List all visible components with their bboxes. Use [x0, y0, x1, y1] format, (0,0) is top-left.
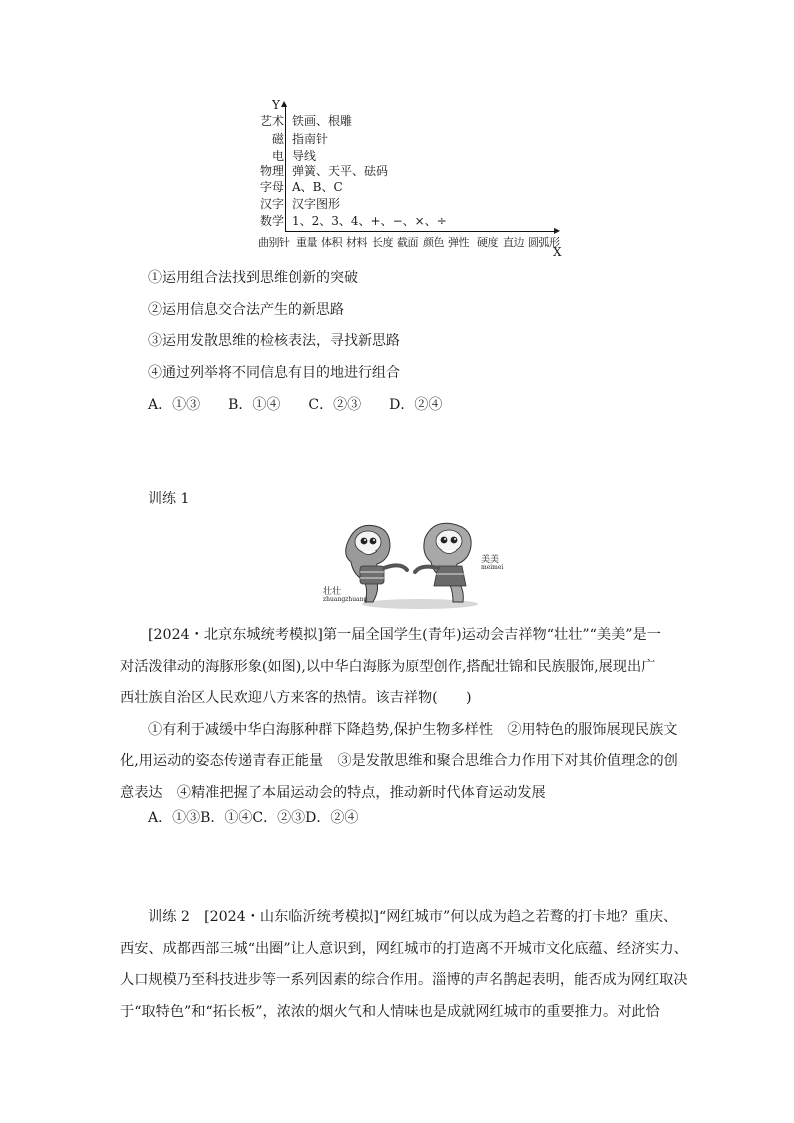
row-label: 艺术: [259, 114, 284, 128]
mascot-right-pinyin: meimei: [481, 564, 504, 571]
x-item: 体积: [321, 236, 342, 249]
question-line: 于“取特色”和“拓长板”，浓浓的烟火气和人情味也是成就网红城市的重要推力。对此恰: [120, 1003, 660, 1020]
training-1-heading: 训练 1: [148, 491, 190, 507]
question-line: 对活泼律动的海豚形象(如图),以中华白海豚为原型创作,搭配壮锦和民族服饰,展现出广: [120, 658, 656, 675]
option-3: ③运用发散思维的检核表法，寻找新思路: [148, 333, 400, 349]
option-1: ①运用组合法找到思维创新的突破: [148, 270, 358, 286]
row-items: 弹簧、天平、砝码: [292, 164, 389, 178]
x-axis-label: X: [553, 245, 562, 259]
option-4: ④通过列举将不同信息有目的地进行组合: [148, 365, 400, 381]
question-line: 人口规模乃至科技进步等一系列因素的综合作用。淄博的声名鹊起表明，能否成为网红取决: [120, 972, 688, 988]
row-label: 数学: [259, 214, 284, 228]
x-item: 直边: [503, 236, 524, 249]
x-item: 弹性: [448, 236, 469, 249]
mascot-left-pinyin: zhuangzhuang: [323, 596, 368, 603]
row-items: 导线: [292, 149, 317, 163]
x-item: 截面: [397, 236, 418, 249]
y-axis-label: Y: [272, 98, 280, 112]
answer-choices: A．①③ B．①④ C．②③ D．②④: [148, 397, 443, 413]
question-line: ①有利于减缓中华白海豚种群下降趋势,保护生物多样性 ②用特色的服饰展现民族文: [148, 721, 678, 738]
row-label: 电: [271, 149, 284, 163]
question-line: 化,用运动的姿态传递青春正能量 ③是发散思维和聚合思维合力作用下对其价值理念的创: [120, 753, 678, 769]
row-items: 指南针: [292, 132, 329, 146]
x-item: 重量: [296, 236, 317, 249]
x-item: 曲别针: [258, 236, 290, 249]
x-item: 材料: [346, 236, 367, 249]
question-line: 西安、成都西部三城“出圈”让人意识到，网红城市的打造离不开城市文化底蕴、经济实力、: [120, 940, 688, 957]
mascot-illustration: [323, 516, 505, 611]
row-label: 物理: [259, 164, 284, 178]
training-1-question: [120, 620, 680, 809]
row-items: A、B、C: [292, 180, 343, 194]
question-line: [2024・北京东城统考模拟]第一届全国学生(青年)运动会吉祥物“壮壮”“美美”是一: [148, 627, 661, 643]
mascot-left-name: 壮壮: [323, 587, 342, 597]
option-2: ②运用信息交合法产生的新思路: [148, 302, 344, 318]
mascot-right-name: 美美: [481, 555, 500, 565]
row-items: 汉字图形: [292, 197, 341, 211]
x-axis: [285, 231, 557, 232]
training-2-question: [120, 902, 688, 1028]
row-label: 汉字: [259, 197, 284, 211]
x-item: 长度: [372, 236, 393, 249]
y-axis-arrow: ▲: [281, 99, 288, 108]
training-1-answers: A．①③B．①④C．②③D．②④: [148, 810, 359, 826]
question-line: 西壮族自治区人民欢迎八方来客的热情。该吉祥物( ): [120, 690, 472, 706]
x-item: 颜色: [423, 236, 444, 249]
y-axis: [285, 104, 286, 232]
row-label: 字母: [259, 180, 284, 194]
row-items: 1、2、3、4、+、−、×、÷: [292, 214, 447, 228]
x-item: 圆弧形: [528, 236, 560, 249]
row-items: 铁画、根雕: [292, 114, 353, 128]
question-line: 训练 2 [2024・山东临沂统考模拟]“网红城市”何以成为趋之若鹜的打卡地？重庆、: [148, 909, 678, 925]
row-label: 磁: [271, 132, 284, 146]
question-line: 意表达 ④精准把握了本届运动会的特点，推动新时代体育运动发展: [120, 784, 546, 801]
x-item: 硬度: [477, 236, 498, 249]
x-axis-arrow: ▶: [554, 226, 561, 235]
